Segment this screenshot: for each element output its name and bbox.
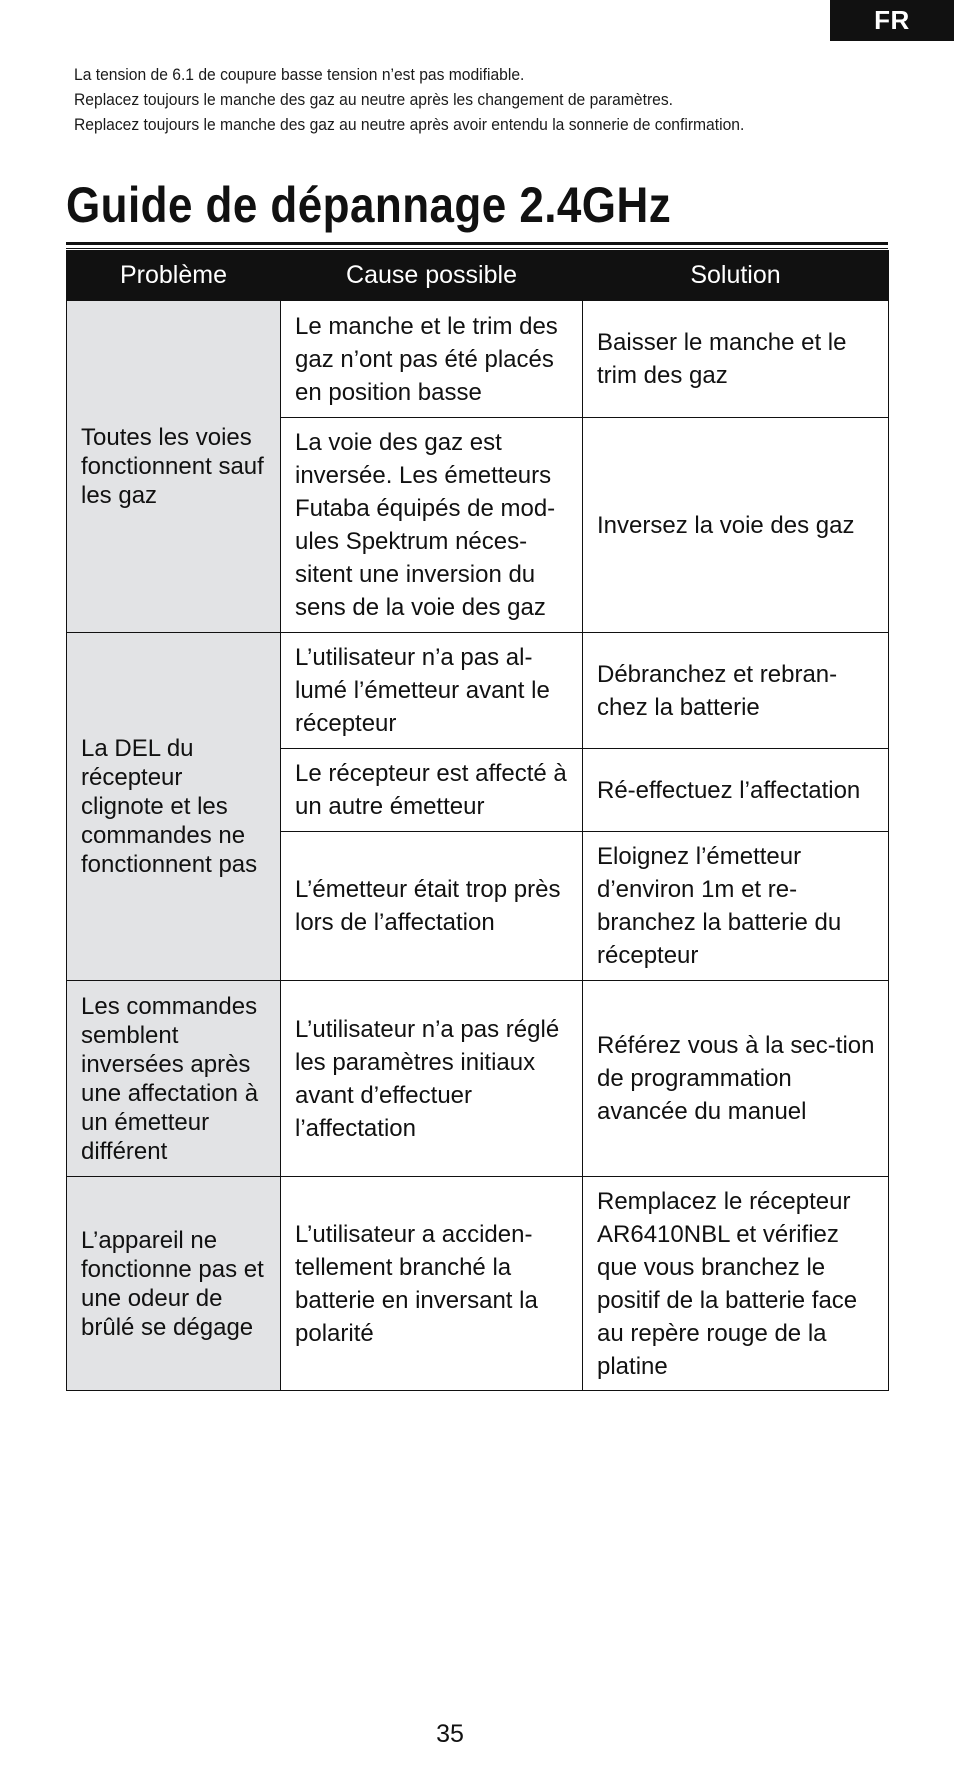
solution-text: Eloignez l’émetteur d’environ 1m et re-branchez la batterie du récepteur <box>597 843 842 969</box>
table-header-row <box>67 251 889 301</box>
cause-cell <box>281 1177 583 1391</box>
problem-cell <box>67 981 281 1177</box>
solution-cell <box>583 981 889 1177</box>
solution-text: Baisser le manche et le trim des gaz <box>597 329 847 389</box>
table-row <box>67 981 889 1177</box>
table-row <box>67 301 889 418</box>
note-line: Replacez toujours le manche des gaz au neutre après les changement de paramètres. <box>74 90 674 109</box>
problem-cell <box>67 633 281 981</box>
cause-cell <box>281 301 583 418</box>
title-rule <box>66 242 888 245</box>
solution-cell <box>583 301 889 418</box>
note-line: Replacez toujours le manche des gaz au neutre après avoir entendu la sonnerie de confirmation. <box>74 115 745 134</box>
solution-text: Débranchez et rebran-chez la batterie <box>597 660 838 721</box>
cause-cell <box>281 749 583 832</box>
note-line: La tension de 6.1 de coupure basse tension n’est pas modifiable. <box>74 65 525 84</box>
troubleshooting-table <box>66 250 889 1391</box>
problem-text: La DEL du récepteur clignote et les commandes ne fonctionnent pas <box>81 735 258 878</box>
solution-text: Remplacez le récepteur AR6410NBL et vérifiez que vous branchez le positif de la batterie face au repère rouge de la platine <box>597 1187 858 1380</box>
problem-text: Les commandes semblent inversées après une affectation à un émetteur différent <box>81 992 259 1165</box>
header-cause: Cause possible <box>281 251 583 301</box>
solution-text: Inversez la voie des gaz <box>597 511 855 539</box>
solution-cell <box>583 633 889 749</box>
cause-cell <box>281 418 583 633</box>
problem-text: Toutes les voies fonctionnent sauf les gaz <box>81 424 264 509</box>
problem-cell <box>67 1177 281 1391</box>
header-problem: Problème <box>67 251 281 301</box>
page-title: Guide de dépannage 2.4GHz <box>66 177 672 233</box>
solution-cell <box>583 1177 889 1391</box>
solution-text: Ré-effectuez l’affectation <box>597 776 861 804</box>
header-solution: Solution <box>583 251 889 301</box>
cause-text: La voie des gaz est inversée. Les émetteurs Futaba équipés de mod-ules Spektrum néces-sitent une inversion du sens de la voie des gaz <box>295 429 556 621</box>
problem-text: L’appareil ne fonctionne pas et une odeur de brûlé se dégage <box>81 1226 264 1341</box>
cause-text: L’utilisateur a acciden-tellement branché la batterie en inversant la polarité <box>295 1220 538 1347</box>
solution-cell <box>583 749 889 832</box>
page-number: 35 <box>436 1720 464 1748</box>
solution-cell <box>583 418 889 633</box>
cause-cell <box>281 633 583 749</box>
title-rule-thin <box>66 248 888 249</box>
solution-text: Référez vous à la sec-tion de programmation avancée du manuel <box>597 1032 875 1125</box>
problem-cell <box>67 301 281 633</box>
cause-text: L’utilisateur n’a pas al-lumé l’émetteur avant le récepteur <box>295 644 550 737</box>
solution-cell <box>583 832 889 981</box>
language-tab: FR <box>830 0 954 41</box>
table-row <box>67 1177 889 1391</box>
cause-cell <box>281 832 583 981</box>
cause-text: Le récepteur est affecté à un autre émetteur <box>295 760 567 820</box>
cause-cell <box>281 981 583 1177</box>
notes-block <box>74 62 828 137</box>
cause-text: L’émetteur était trop près lors de l’affectation <box>295 876 561 936</box>
table-row <box>67 633 889 749</box>
cause-text: L’utilisateur n’a pas réglé les paramètres initiaux avant d’effectuer l’affectation <box>295 1015 560 1142</box>
cause-text: Le manche et le trim des gaz n’ont pas été placés en position basse <box>295 312 558 406</box>
